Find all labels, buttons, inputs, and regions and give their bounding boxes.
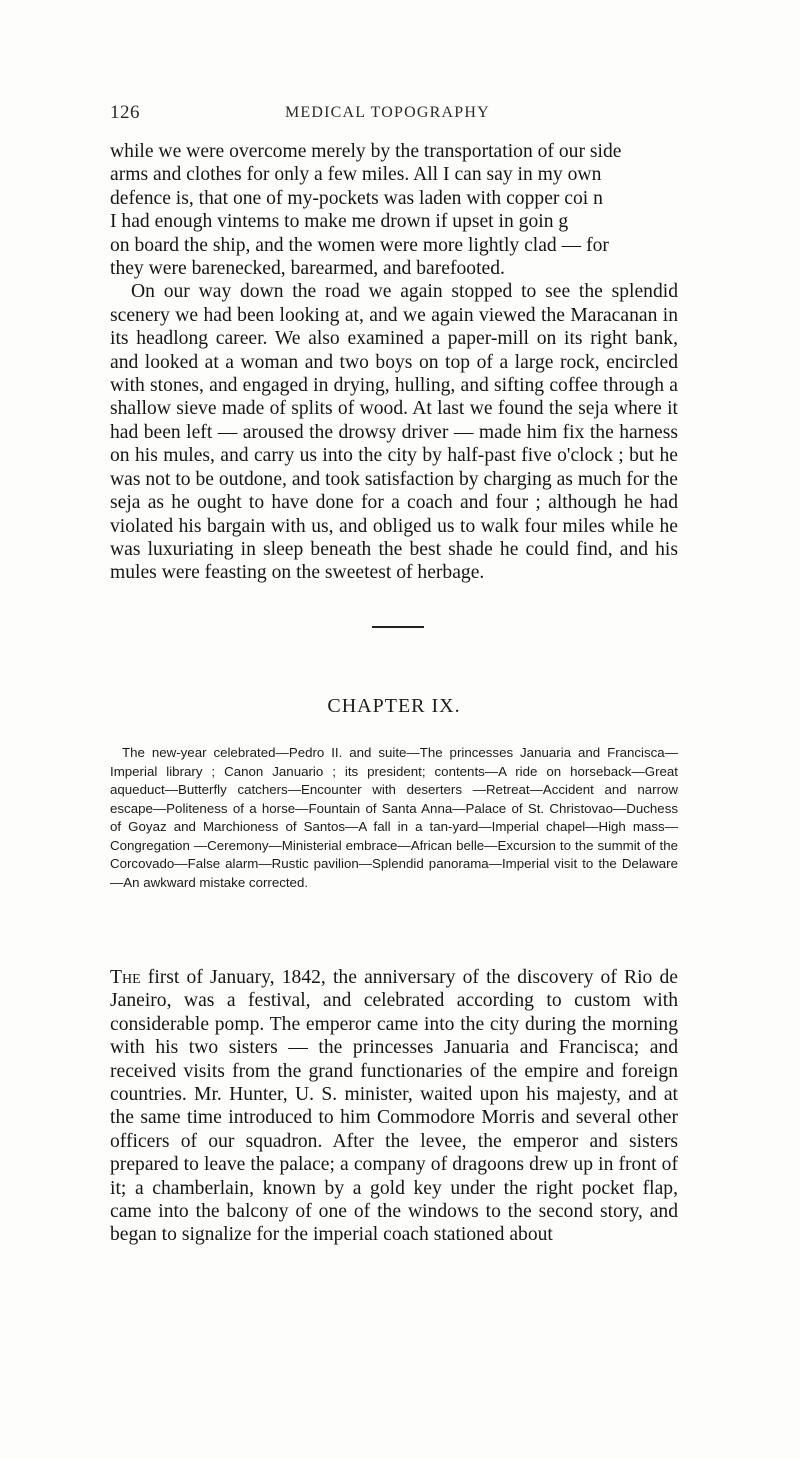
paragraph-new-year-text [110, 966, 678, 1247]
running-head [110, 102, 710, 126]
paragraph-line: arms and clothes for only a few miles. All I can say in my own [110, 164, 602, 186]
paragraph-new-year [110, 966, 678, 1247]
paragraph-line: I had enough vintems to make me drown if upset in goin g [110, 211, 569, 233]
running-title: MEDICAL TOPOGRAPHY [285, 104, 490, 121]
paragraph-continued [110, 140, 678, 585]
chapter-summary: The new-year celebrated—Pedro II. and suite—The princesses Januaria and Francisca—Imperial library ; Canon Januario ; its president; contents—A ride on horseback—Great aqueduct—Butterfly catchers—Encounter with deserters —Retreat—Accident and narrow escape—Politeness of a horse—Fountain of Santa Anna—Palace of St. Christovao—Duchess of Goyaz and Marchioness of Santos—A fall in a tan-yard—Imperial chapel—High mass—Congregation —Ceremony—Ministerial embrace—African belle—Excursion to the summit of the Corcovado—False alarm—Rustic pavilion—Splendid panorama—Imperial visit to the Delaware—An awkward mistake corrected. [110, 745, 678, 890]
paragraph-line: they were barenecked, barearmed, and barefooted. [110, 258, 505, 280]
paragraph-line: while we were overcome merely by the transportation of our side [110, 141, 622, 162]
chapter-title: CHAPTER IX. [327, 695, 461, 717]
section-divider [372, 626, 424, 628]
page-number: 126 [110, 102, 140, 123]
paragraph-road-trip: On our way down the road we again stopped to see the splendid scenery we had been looking at, and we again viewed the Maracanan in its headlong career. We also examined a paper-mill on its right bank, and looked at a woman and two boys on top of a large rock, encircled with stones, and engaged in drying, hulling, and sifting coffee through a shallow sieve made of splits of wood. At last we found the seja where it had been left — aroused the drowsy driver — made him fix the harness on his mules, and carry us into the city by half-past five o'clock ; but he was not to be outdone, and took satisfaction by charging as much for the seja as he ought to have done for a coach and four ; although he had violated his bargain with us, and obliged us to walk four miles while he was luxuriating in sleep beneath the best shade he could find, and his mules were feasting on the sweetest of herbage. [110, 281, 678, 584]
lead-word: The [110, 967, 141, 988]
paragraph-line: defence is, that one of my-pockets was laden with copper coi n [110, 187, 603, 209]
paragraph-line: on board the ship, and the women were more lightly clad — for [110, 234, 609, 256]
paragraph-body: first of January, 1842, the anniversary of the discovery of Rio de Janeiro, was a festival, and celebrated according to custom with considerable pomp. The emperor came into the city during the morning with his two sisters — the princesses Januaria and Francisca; and received visits from the grand functionaries of the empire and foreign countries. Mr. Hunter, U. S. minister, waited upon his majesty, and at the same time introduced to him Commodore Morris and several other officers of our squadron. After the levee, the emperor and sisters prepared to leave the palace; a company of dragoons drew up in front of it; a chamberlain, known by a gold key under the right pocket flap, came into the balcony of one of the windows to the second story, and began to signalize for the imperial coach stationed about [110, 967, 678, 1246]
